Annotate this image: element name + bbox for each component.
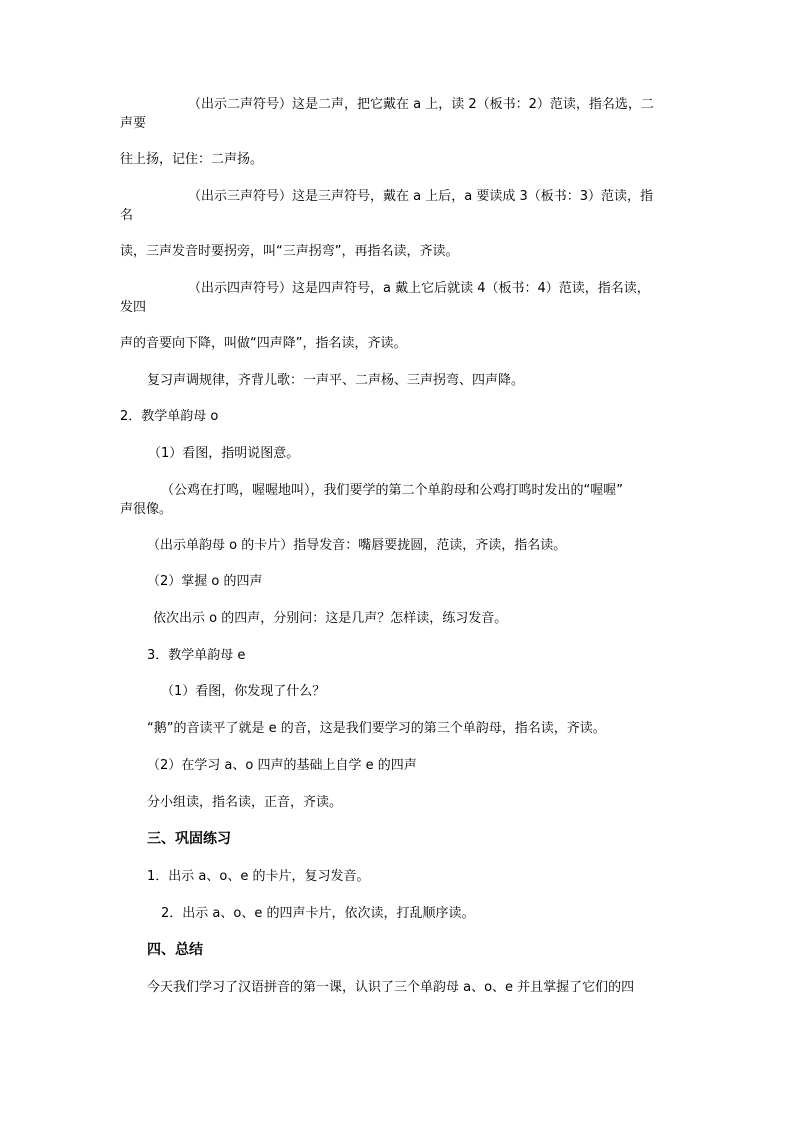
section-title-consolidation: 三、巩固练习: [147, 831, 231, 847]
paragraph-line-25: 2．出示 a、o、e 的四声卡片，依次读，打乱顺序读。: [161, 906, 475, 921]
paragraph-line-5: 名: [120, 208, 134, 223]
paragraph-line-24: 1．出示 a、o、e 的卡片，复习发音。: [147, 869, 370, 884]
paragraph-line-10: 复习声调规律，齐背儿歌：一声平、二声杨、三声拐弯、四声降。: [147, 373, 525, 388]
paragraph-line-8: 发四: [120, 300, 147, 315]
paragraph-line-22: 分小组读，指名读，正音，齐读。: [147, 795, 343, 810]
paragraph-line-4: （出示三声符号）这是三声符号，戴在 a 上后，a 要读成 3（板书：3）范读，指: [188, 189, 654, 204]
paragraph-line-16: （2）掌握 o 的四声: [147, 574, 263, 589]
paragraph-line-20: “鹅”的音读平了就是 e 的音，这是我们要学习的第三个单韵母，指名读，齐读。: [147, 721, 606, 736]
paragraph-line-21: （2）在学习 a、o 四声的基础上自学 e 的四声: [147, 758, 417, 773]
paragraph-line-13: （公鸡在打鸣，喔喔地叫），我们要学的第二个单韵母和公鸡打鸣时发出的“喔喔”: [161, 483, 623, 498]
paragraph-line-2: 声要: [120, 116, 147, 131]
paragraph-line-9: 声的音要向下降，叫做“四声降”，指名读，齐读。: [120, 336, 407, 351]
paragraph-line-14: 声很像。: [120, 502, 173, 517]
section-heading-2: 2．教学单韵母 o: [120, 409, 219, 424]
paragraph-line-6: 读，三声发音时要拐旁，叫“三声拐弯”，再指名读，齐读。: [120, 244, 459, 259]
paragraph-line-12: （1）看图，指明说图意。: [148, 446, 300, 461]
paragraph-line-3: 往上扬，记住：二声扬。: [120, 152, 264, 167]
paragraph-line-15: （出示单韵母 o 的卡片）指导发音：嘴唇要拢圆，范读，齐读，指名读。: [147, 538, 567, 553]
paragraph-line-1: （出示二声符号）这是二声，把它戴在 a 上，读 2（板书：2）范读，指名选，二: [188, 97, 654, 112]
paragraph-line-17: 依次出示 o 的四声，分别问：这是几声？怎样读，练习发音。: [153, 611, 508, 626]
section-title-summary: 四、总结: [147, 942, 203, 958]
section-heading-3: 3．教学单韵母 e: [147, 648, 246, 663]
paragraph-line-27: 今天我们学习了汉语拼音的第一课，认识了三个单韵母 a、o、e 并且掌握了它们的四: [147, 980, 635, 995]
paragraph-line-7: （出示四声符号）这是四声符号，a 戴上它后就读 4（板书：4）范读，指名读，: [188, 281, 650, 296]
paragraph-line-19: （1）看图，你发现了什么？: [161, 684, 326, 699]
